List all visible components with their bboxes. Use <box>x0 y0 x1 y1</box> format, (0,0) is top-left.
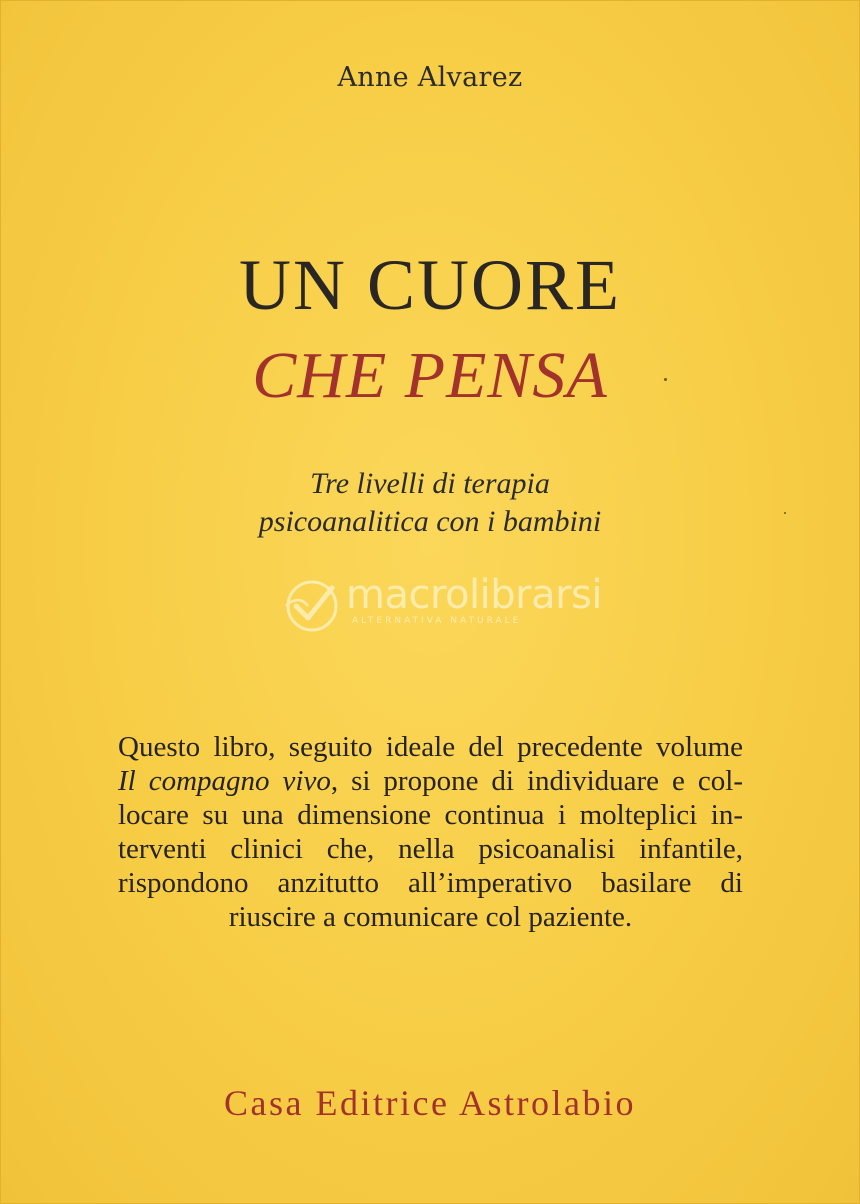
watermark <box>282 570 602 636</box>
author-name: Anne Alvarez <box>337 62 523 93</box>
blurb-line: riuscire a comunicare col paziente. <box>228 901 633 933</box>
subtitle-line-2: psicoanalitica con i bambini <box>258 505 602 538</box>
blurb-line: Questo libro, seguito ideale del precedente volume <box>118 731 743 763</box>
watermark-name: macrolibrarsi <box>346 572 602 618</box>
subtitle-line-1: Tre livelli di terapia <box>310 467 550 500</box>
title-line-1: UN CUORE <box>238 245 621 325</box>
publisher-name: Casa Editrice Astrolabio <box>224 1083 636 1123</box>
blurb <box>118 730 743 934</box>
blurb-line <box>118 764 743 798</box>
watermark-tagline: ALTERNATIVA NATURALE <box>352 616 522 626</box>
subtitle <box>0 465 860 541</box>
blurb-line-rest: , si propone di individuare e col- <box>330 765 743 797</box>
print-speck <box>664 378 667 381</box>
blurb-line: terventi clinici che, nella psicoanalisi infantile, <box>118 833 743 865</box>
blurb-italic-title: Il compagno vivo <box>118 765 331 797</box>
print-speck <box>784 512 786 514</box>
leaf-check-logo-icon <box>282 576 342 636</box>
title-line-2: CHE PENSA <box>252 339 608 412</box>
blurb-line: locare su una dimensione continua i molteplici in- <box>118 799 743 831</box>
blurb-line: rispondono anzitutto all’imperativo basilare di <box>118 867 743 899</box>
